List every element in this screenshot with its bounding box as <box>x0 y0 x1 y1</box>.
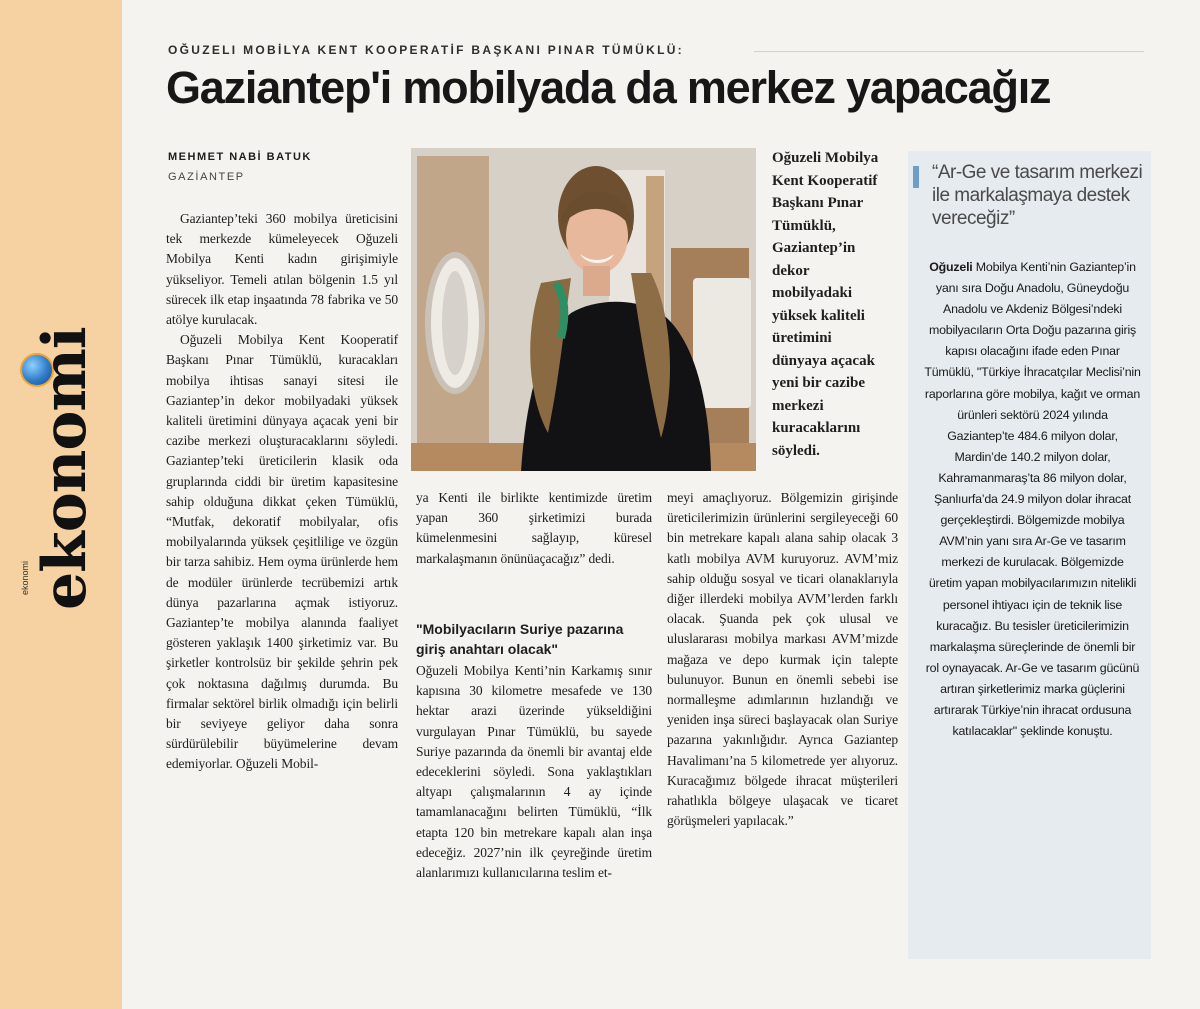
portrait-illustration <box>411 148 756 471</box>
section-sidebar-strip <box>0 0 122 1009</box>
author-name: MEHMET NABİ BATUK <box>168 151 312 163</box>
article-column-2-lower <box>416 661 652 883</box>
headline: Gaziantep'i mobilyada da merkez yapacağız <box>166 62 1051 113</box>
sidebar-body <box>924 257 1141 742</box>
article-column-1 <box>166 209 398 775</box>
sidebar-text: Mobilya Kenti’nin Gaziantep’in yanı sıra Doğu Anadolu, Güneydoğu Anadolu ve Akdeniz Bölgesi’ndeki mobilyacıların Orta Doğu pazarına giriş kapısı olacağını ifade eden Pınar Tümüklü, "Türkiye İhracatçılar Meclisi’nin raporlarına göre mobilya, kağıt ve orman ürünleri sektörü 2024 yılında Gaziantep’te 484.6 milyon dolar, Mardin’de 140.2 milyon dolar, Kahramanmaraş’ta 86 milyon dolar, Şanlıurfa’da 24.9 milyon dolar ihracat gerçekleştirdi. Bölgemizde mobilya AVM’nin yanı sıra Ar-Ge ve tasarım merkezi de kurulacak. Bölgemizde üretim yapan mobilyacılarımızın nitelikli personel ihtiyacı için de teknik lise kuracağız. Bu tesisler üreticilerimizin markalaşma süreçlerinde de önemli bir rol oynayacak. Ar-Ge ve tasarım gücünü artıran şirketlerimiz marka güçlerini artırarak Türkiye’nin ihracat ordusuna katılacaklar" şeklinde konuştu. <box>924 260 1141 739</box>
paragraph: meyi amaçlıyoruz. Bölgemizin girişinde üreticilerimizin ürünlerini sergileyeceği 60 bin metrekare kapalı alana sahip olacak 3 katlı mobilya AVM kuruyoruz. AVM’miz sahip olduğu sosyal ve ticari olanaklarıyla diğer illerdeki mobilya AVM’lerden farklı olacak. Şuanda pek çok ulusal ve uluslararası mobilya markası AVM’mizde mağaza ve depo kurmak için talepte bulunuyor. Bunun en önemli sebebi ise normalleşme adımlarının hızlandığı ve yeniden inşa süreci başlayacak olan Suriye pazarına yakınlığıdır. Ayrıca Gaziantep Havalimanı’na 5 kilometrede yer alıyoruz. Kuracağımız bölgede ihracat müşterileri rahatlıkla bölgeye ulaşacak ve ticaret görüşmeleri yapılacak.” <box>667 490 898 829</box>
paragraph: Oğuzeli Mobilya Kenti’nin Karkamış sınır kapısına 30 kilometre mesafede ve 130 hektar arazi üzerinde yükseldiğini vurgulayan Pınar Tümüklü, bu sayede Suriye pazarında da önemli bir avantaj elde edeceklerini söyledi. Sona yaklaştıkları altyapı çalışmalarının 4 ay içinde tamamlanacağını belirten Tümüklü, “İlk etapta 120 bin metrekare kapalı alan inşa edeceğiz. 2027’nin ilk çeyreğinde üretim alanlarımızı kullanıcılarına teslim et- <box>416 663 652 881</box>
quote-marker <box>913 166 919 188</box>
section-tag: ekonomi <box>20 560 30 595</box>
paragraph: ya Kenti ile birlikte kentimizde üretim yapan 360 şirketimizi burada kümelenmesini sağlayıp, küresel markalaşmanın önünüaçacağız” dedi. <box>416 490 652 566</box>
kicker: OĞUZELI MOBİLYA KENT KOOPERATİF BAŞKANI PINAR TÜMÜKLÜ: <box>168 43 684 57</box>
article-column-2 <box>416 488 652 569</box>
sidebar-lead: Oğuzeli <box>929 260 973 274</box>
dateline-city: GAZİANTEP <box>168 171 245 183</box>
article-column-3 <box>667 488 898 831</box>
subheading: "Mobilyacıların Suriye pazarına giriş anahtarı olacak" <box>416 621 624 657</box>
kicker-rule <box>754 51 1144 52</box>
sidebar-box <box>908 151 1151 959</box>
paragraph: Gaziantep’teki 360 mobilya üreticisini tek merkezde kümeleyecek Oğuzeli Mobilya Kenti kadın girişimiyle yükseliyor. Temeli atılan bölgenin 1.5 yıl sürecek ilk etap inşaatında 78 fabrika ve 50 atölye kurulacak. <box>166 211 398 328</box>
section-brand: ekonomi <box>30 327 100 610</box>
photo-caption: Oğuzeli Mobilya Kent Kooperatif Başkanı Pınar Tümüklü, Gaziantep’in dekor mobilyadaki yüksek kaliteli üretimini dünyaya açacak yeni bir cazibe merkezi kuracaklarını söyledi. <box>772 150 879 459</box>
paragraph: Oğuzeli Mobilya Kent Kooperatif Başkanı Pınar Tümüklü, kuracakları mobilya ihtisas sanayi sitesi ile Gaziantep’in dekor mobilyadaki yüksek kaliteli üretimini dünyaya açacak yeni bir cazibe merkezi oluşturacaklarını söyledi. Gaziantep’teki üreticilerin klasik oda gruplarında ciddi bir üretim kapasitesine sahip olduğuna dikkat çeken Tümüklü, “Mutfak, dekoratif mobilyalar, ofis mobilyalarında yüksek çeşitlilige ve özgün bir tarza sahibiz. Hem oyma ürünlerde hem de modüler ürünlerde tecrübemizi artık dünya pazarlarına açmak istiyoruz. Gaziantep’te mobilya alanında faaliyet gösteren yaklaşık 1400 şirketimiz var. Bu şirketler kontrolsüz bir şekilde şehrin pek çok noktasına dağılmış durumda. Bu firmalar sektörel birlik olmadığı için belirli bir seviyeye geliyor daha sonra sürdürülebilir büyümelerine devam edemiyorlar. Oğuzeli Mobil- <box>166 332 398 772</box>
sidebar-quote: “Ar-Ge ve tasarım merkezi ile markalaşmaya destek vereceğiz” <box>932 162 1143 229</box>
article-photo <box>411 148 756 471</box>
